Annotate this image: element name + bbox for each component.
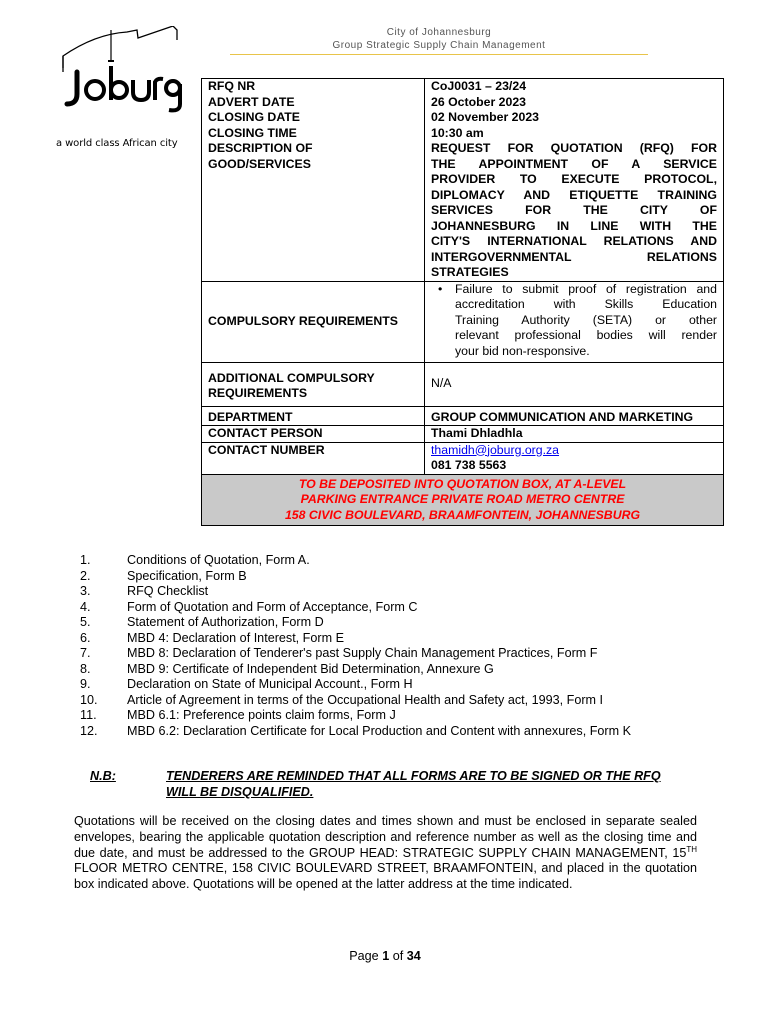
description-line: DIPLOMACY AND ETIQUETTE TRAINING <box>431 187 717 202</box>
list-text: Declaration on State of Municipal Account., Form H <box>127 677 413 691</box>
requirement-line: Failure to submit proof of registration and <box>455 281 717 296</box>
list-text: Article of Agreement in terms of the Occupational Health and Safety act, 1993, Form I <box>127 692 604 707</box>
contact-phone: 081 738 5563 <box>431 458 507 472</box>
banner-line: TO BE DEPOSITED INTO QUOTATION BOX, AT A-LEVEL <box>298 476 627 491</box>
page-total: 34 <box>406 949 421 963</box>
description-line: INTERGOVERNMENTAL RELATIONS <box>431 249 717 264</box>
page-footer <box>0 949 770 963</box>
list-text: MBD 6.2: Declaration Certificate for Local Production and Content with annexures, Form K <box>127 723 631 738</box>
paragraph-part-1: Quotations will be received on the closing dates and times shown and must be enclosed in separate sealed envelopes, bearing the applicable quotation description and reference number as well as the closing time and due date, and must be addressed to the GROUP HEAD: STRATEGIC SUPPLY CHAIN MANAGEMENT, 15 <box>74 814 697 860</box>
requirement-line: Training Authority (SETA) or other <box>455 312 717 327</box>
header-line-2: Group Strategic Supply Chain Management <box>332 40 546 51</box>
list-text: Conditions of Quotation, Form A. <box>127 553 310 567</box>
contact-email-link[interactable]: thamidh@joburg.org.za <box>431 442 560 457</box>
list-item <box>438 281 717 360</box>
advert-date-label: ADVERT DATE <box>202 95 425 111</box>
list-number: 10. <box>80 692 98 707</box>
closing-time-label: CLOSING TIME <box>202 126 425 142</box>
contact-number-label: CONTACT NUMBER <box>202 442 425 474</box>
bullet-icon: • <box>438 281 443 296</box>
header-rule <box>230 54 648 55</box>
description-line: SERVICES FOR THE CITY OF <box>431 203 717 217</box>
additional-requirements-label: ADDITIONAL COMPULSORY REQUIREMENTS <box>202 362 425 406</box>
department-value: GROUP COMMUNICATION AND MARKETING <box>425 406 724 426</box>
joburg-logo-icon <box>55 26 185 136</box>
list-number: 9. <box>80 677 91 691</box>
page-word: Page <box>349 949 383 963</box>
of-word: of <box>389 949 407 963</box>
compulsory-requirements-list <box>431 282 717 362</box>
description-line: REQUEST FOR QUOTATION (RFQ) FOR <box>431 141 717 155</box>
contact-person-value: Thami Dhladhla <box>425 426 724 443</box>
description-line: JOHANNESBURG IN LINE WITH THE <box>431 218 717 233</box>
list-number: 4. <box>80 599 91 614</box>
list-number: 3. <box>80 584 91 598</box>
advert-date-value: 26 October 2023 <box>425 95 724 111</box>
requirement-line: your bid non-responsive. <box>455 343 590 358</box>
list-text: Statement of Authorization, Form D <box>127 615 324 629</box>
description-label: DESCRIPTION OF GOOD/SERVICES <box>202 141 425 281</box>
list-number: 6. <box>80 630 91 645</box>
deposit-instructions-banner <box>202 474 724 526</box>
joburg-logo <box>55 26 185 126</box>
banner-line: 158 CIVIC BOULEVARD, BRAAMFONTEIN, JOHANNESBURG <box>284 507 641 522</box>
requirement-line: accreditation with Skills Education <box>455 297 717 311</box>
list-item <box>80 553 700 569</box>
closing-time-value: 10:30 am <box>425 126 724 142</box>
additional-requirements-value: N/A <box>425 362 724 406</box>
list-item <box>80 724 700 740</box>
contact-number-value <box>425 442 724 474</box>
list-number: 5. <box>80 615 91 629</box>
logo-tagline: a world class African city <box>56 138 178 149</box>
list-text: RFQ Checklist <box>127 584 209 598</box>
closing-date-label: CLOSING DATE <box>202 110 425 126</box>
list-text: MBD 9: Certificate of Independent Bid Determination, Annexure G <box>127 661 494 676</box>
list-number: 1. <box>80 553 91 567</box>
paragraph-part-2: FLOOR METRO CENTRE, 158 CIVIC BOULEVARD STREET, BRAAMFONTEIN, and placed in the quotation box indicated above. Quotations will be opened at the latter address at the time indicated. <box>74 861 697 892</box>
compulsory-requirements-label: COMPULSORY REQUIREMENTS <box>202 281 425 362</box>
banner-line: PARKING ENTRANCE PRIVATE ROAD METRO CENTRE <box>300 492 625 506</box>
list-item <box>80 615 700 631</box>
compulsory-requirements-value <box>425 281 724 362</box>
nb-label: N.B: <box>90 769 116 783</box>
nb-text: TENDERERS ARE REMINDED THAT ALL FORMS ARE TO BE SIGNED OR THE RFQ WILL BE DISQUALIFIED. <box>166 769 661 799</box>
header-line-1: City of Johannesburg <box>386 27 492 38</box>
list-text: MBD 6.1: Preference points claim forms, Form J <box>127 708 396 722</box>
list-item <box>80 646 700 662</box>
description-line: STRATEGIES <box>431 265 509 279</box>
forms-list <box>80 553 700 739</box>
list-item <box>80 693 700 709</box>
paragraph-superscript: TH <box>686 844 697 854</box>
list-text: MBD 4: Declaration of Interest, Form E <box>127 630 344 645</box>
list-item <box>80 708 700 724</box>
list-number: 2. <box>80 568 91 583</box>
list-text: MBD 8: Declaration of Tenderer's past Supply Chain Management Practices, Form F <box>127 646 598 660</box>
submission-paragraph <box>74 814 697 893</box>
list-number: 8. <box>80 661 91 676</box>
list-number: 7. <box>80 646 91 660</box>
list-item <box>80 631 700 647</box>
list-item <box>80 677 700 693</box>
description-value <box>425 141 724 281</box>
closing-date-value: 02 November 2023 <box>425 110 724 126</box>
description-line: CITY'S INTERNATIONAL RELATIONS AND <box>431 234 717 248</box>
description-line: PROVIDER TO EXECUTE PROTOCOL, <box>431 172 717 186</box>
document-header <box>230 26 648 52</box>
requirement-line: relevant professional bodies will render <box>455 328 717 342</box>
list-item <box>80 662 700 678</box>
list-item <box>80 600 700 616</box>
list-item <box>80 584 700 600</box>
list-number: 11. <box>80 708 97 722</box>
rfq-info-table <box>201 78 724 526</box>
rfq-nr-label: RFQ NR <box>202 79 425 95</box>
list-text: Specification, Form B <box>127 568 247 583</box>
rfq-nr-value: CoJ0031 – 23/24 <box>425 79 724 95</box>
list-text: Form of Quotation and Form of Acceptance, Form C <box>127 599 418 614</box>
contact-person-label: CONTACT PERSON <box>202 426 425 443</box>
list-item <box>80 569 700 585</box>
description-line: THE APPOINTMENT OF A SERVICE <box>431 156 717 171</box>
page-number: 1 <box>382 949 390 963</box>
department-label: DEPARTMENT <box>202 406 425 426</box>
list-number: 12. <box>80 723 98 738</box>
